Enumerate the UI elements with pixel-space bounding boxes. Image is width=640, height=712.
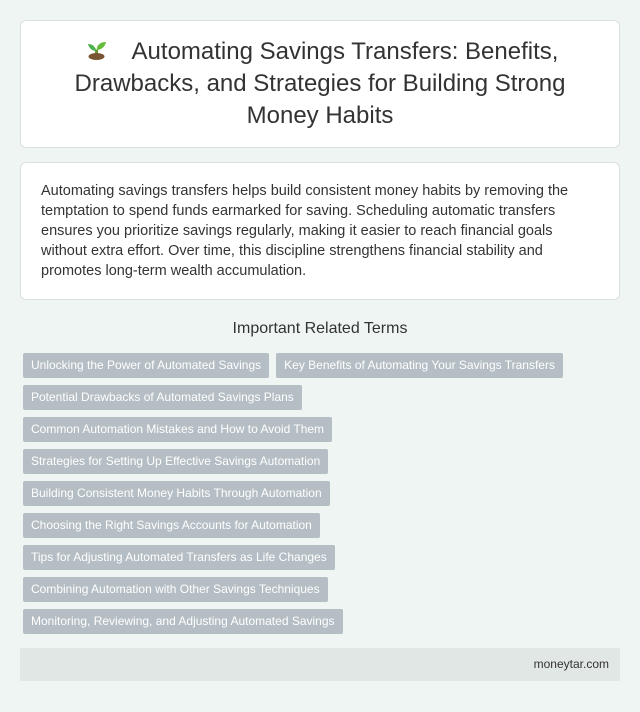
related-term-tag[interactable]: Strategies for Setting Up Effective Savings Automation: [23, 449, 328, 474]
related-term-tag[interactable]: Potential Drawbacks of Automated Savings Plans: [23, 385, 302, 410]
related-terms-list: [23, 353, 623, 641]
footer: [20, 648, 620, 681]
summary-text: Automating savings transfers helps build consistent money habits by removing the temptation to spend funds earmarked for saving. Scheduling automatic transfers ensures you prioritize savings regularly, making it easier to reach financial goals without extra effort. Over time, this discipline strengthens financial stability and promotes long-term wealth accumulation.: [41, 183, 569, 279]
related-term-tag[interactable]: Unlocking the Power of Automated Savings: [23, 353, 269, 378]
related-term-tag[interactable]: Building Consistent Money Habits Through Automation: [23, 481, 330, 506]
footer-site-link[interactable]: moneytar.com: [533, 657, 609, 671]
related-terms-heading: Important Related Terms: [232, 320, 408, 337]
related-term-tag[interactable]: Common Automation Mistakes and How to Avoid Them: [23, 417, 332, 442]
summary-card: [20, 162, 620, 300]
sprout-icon: [82, 38, 112, 60]
page-title: [60, 36, 580, 132]
related-term-tag[interactable]: Monitoring, Reviewing, and Adjusting Automated Savings: [23, 609, 343, 634]
related-term-tag[interactable]: Tips for Adjusting Automated Transfers as Life Changes: [23, 545, 335, 570]
related-term-tag[interactable]: Choosing the Right Savings Accounts for Automation: [23, 513, 320, 538]
related-term-tag[interactable]: Combining Automation with Other Savings Techniques: [23, 577, 328, 602]
title-card: [20, 20, 620, 148]
page-title-text: Automating Savings Transfers: Benefits, Drawbacks, and Strategies for Building Strong Money Habits: [74, 38, 566, 129]
related-term-tag[interactable]: Key Benefits of Automating Your Savings Transfers: [276, 353, 563, 378]
